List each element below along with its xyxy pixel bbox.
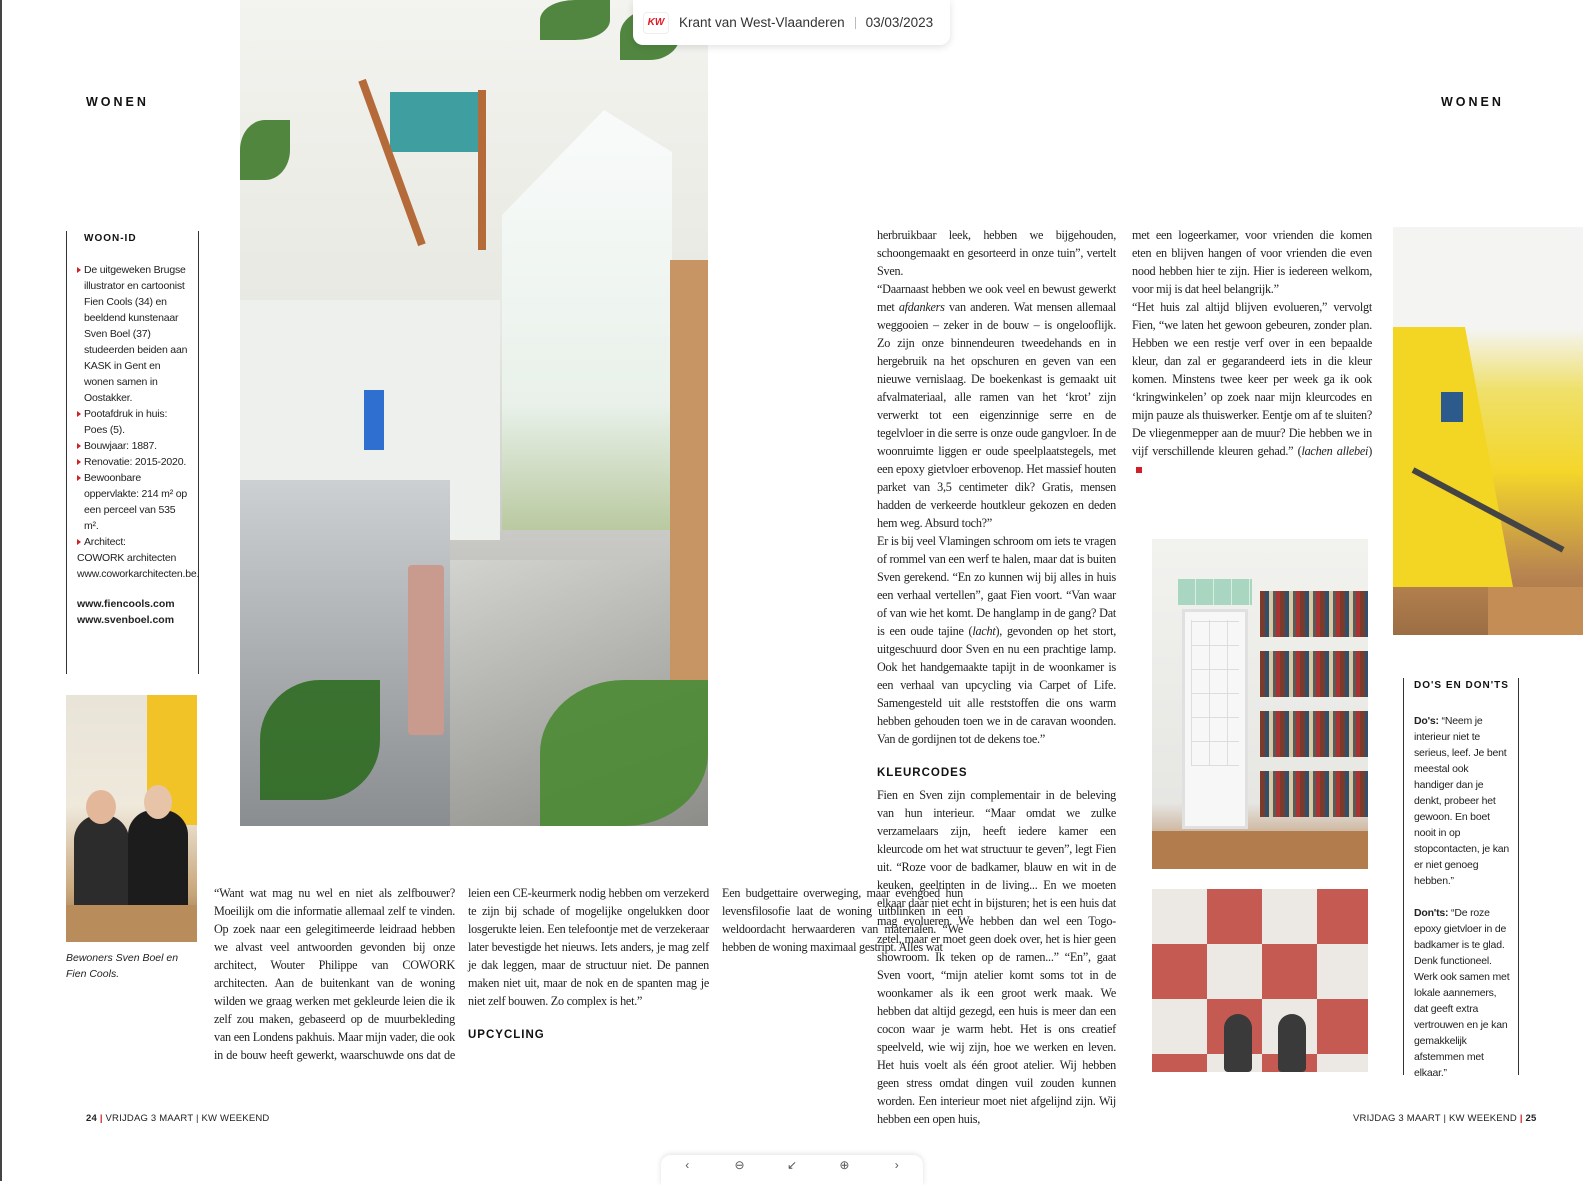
staircase-photo bbox=[1393, 227, 1583, 635]
article-text-right-col1 bbox=[877, 226, 1116, 1126]
zoom-out-icon[interactable]: ⊖ bbox=[734, 1158, 745, 1172]
article-text-right-col2 bbox=[1132, 226, 1372, 476]
list-item: Pootafdruk in huis: Poes (5). bbox=[77, 406, 188, 438]
page-edge bbox=[0, 0, 2, 1181]
page-number: 24 bbox=[86, 1113, 97, 1124]
publication-name: Krant van West-Vlaanderen bbox=[679, 15, 845, 30]
dos-donts-box bbox=[1403, 678, 1519, 1079]
bullet-icon bbox=[77, 459, 81, 465]
bullet-icon bbox=[77, 443, 81, 449]
paragraph: herbruikbaar leek, hebben we bijgehouden, schoongemaakt en gesorteerd in onze tuin”, vertelt Sven. bbox=[877, 228, 1116, 278]
paragraph: “Want wat mag nu wel en niet als zelfbouwer? Moeilijk om die informatie allemaal zelf te vinden. Op zoek naar een gelegitimeerde leidraad hebben we alvast veel antwoorden gevonden bij onze architect, Wouter Philippe van COWORK architecten. Aan de buitenkant van de woning wilden we graag werken met gekleurde leien die ik zelf zou maken, gebaseerd op de muurbekleding van een Londens pakhuis. Maar mijn vader, die ook in de bouw heeft gewerkt, waarschuwde ons dat de leien een CE-keurmerk nodig hebben om verzekerd te zijn bij schade of mogelijke ongelukken door losgerukte leien. Een telefoontje met de verzekeraar later bevestigde het nieuws. Iets anders, je mag zelf je dak leggen, maar de structuur niet. De pannen maken niet uit, maar de nok en de spanten mag je niet zelf bouwen. Zo complex is het.” bbox=[214, 886, 709, 1062]
page-footer-right: VRIJDAG 3 MAART | KW WEEKEND | 25 bbox=[1353, 1113, 1537, 1124]
paragraph: Fien en Sven zijn complementair in de beleving van hun interieur. “Maar omdat we zulke verzamelaars zijn, heeft iedere kamer een kleurcode om het wat structuur te geven”, legt Fien uit. “Roze voor de badkamer, blauw en wit in de keuken, geeltinten in de living... En we moeten elkaar daar niet echt in bijsturen; het is een huis dat mag evolueren. We hebben dan wel een Togo-zetel, maar er moet geen doek over, het is hier geen showroom. Ik teken op de ramen...” “En”, gaat Sven voort, “mijn atelier komt soms tot in de woonkamer als ik een groot werk maak. We hebben dat altijd gezegd, een huis is meer dan een cocon waar je warm hebt. Het is ons creatief speelveld, wie wij zijn, hoe we werken en leven. Het huis voelt als één groot atelier. Wij hebben geen stress omdat dingen vuil zouden kunnen worden. Een interieur moet niet afgelijnd zijn. Wij hebben een open huis, bbox=[877, 788, 1116, 1126]
bullet-icon bbox=[77, 539, 81, 545]
list-item: Bewoonbare oppervlakte: 214 m² op een perceel van 535 m². bbox=[77, 470, 188, 534]
subheading-kleurcodes: KLEURCODES bbox=[877, 767, 968, 779]
paragraph: “Daarnaast hebben we ook veel en bewust gewerkt met afdankers van anderen. Wat mensen allemaal weggooien – zeker in de bouw – is ongelooflijk. Zo zijn onze binnendeuren tweedehands en in hergebruik na het opschuren en geven van een nieuwe vernislaag. De boekenkast is gemaakt uit afvalmateriaal, alle ramen van het ‘krot’ zijn verwerkt tot een eigenzinnige serre en de tegelvloer in die serre is onze oude gangvloer. In de woonruimte liggen er oude speelplaatstegels, met een epoxy gietvloer erbovenop. Het massief houten parket van 3,5 centimeter dik? Gratis, mensen hadden de verkeerde houtkleur gekozen en deden hem weg. Absurd toch?” bbox=[877, 282, 1116, 530]
zoom-in-icon[interactable]: ⊕ bbox=[839, 1158, 850, 1172]
section-label-right: WONEN bbox=[1441, 95, 1504, 109]
photo-caption: Bewoners Sven Boel en Fien Cools. bbox=[66, 952, 179, 980]
list-item: Bouwjaar: 1887. bbox=[77, 438, 188, 454]
footer-text: VRIJDAG 3 MAART | KW WEEKEND bbox=[1353, 1113, 1517, 1124]
edition-date: 03/03/2023 bbox=[865, 15, 934, 30]
fit-page-icon[interactable]: ↙ bbox=[786, 1158, 797, 1172]
residents-photo bbox=[66, 695, 197, 942]
kitchen-photo bbox=[240, 0, 708, 826]
next-page-icon[interactable]: › bbox=[894, 1158, 899, 1172]
bullet-icon bbox=[77, 411, 81, 417]
kw-logo[interactable]: KW bbox=[643, 12, 669, 34]
woon-id-title: WOON-ID bbox=[84, 233, 137, 244]
dos-text: Do's: “Neem je interieur niet te serieus, leef. Je bent meestal ook handiger dan je denkt, probeer het gewoon. En boet nooit in op stopcontacten, je kan er niet genoeg hebben.” bbox=[1414, 715, 1510, 887]
page-footer-left: 24 | VRIJDAG 3 MAART | KW WEEKEND bbox=[86, 1113, 270, 1124]
viewer-header bbox=[633, 0, 950, 45]
footer-text: VRIJDAG 3 MAART | KW WEEKEND bbox=[105, 1113, 270, 1124]
bookcase-photo bbox=[1152, 539, 1368, 869]
paragraph: Een budgettaire overweging, maar evengoed hun levensfilosofie laat de woning uitblinken in een weldoordacht herwaarderen van materialen. “We hebben de woning maximaal gestript. Alles wat bbox=[722, 886, 963, 954]
end-mark-icon bbox=[1136, 467, 1142, 473]
bullet-icon bbox=[77, 475, 81, 481]
prev-page-icon[interactable]: ‹ bbox=[685, 1158, 690, 1172]
bullet-icon bbox=[77, 267, 81, 273]
woon-id-box bbox=[66, 231, 199, 674]
article-text-left bbox=[214, 884, 963, 1080]
list-item: De uitgeweken Brugse illustrator en cartoonist Fien Cools (34) en beeldend kunstenaar Sven Boel (37) studeerden beiden aan KASK in Gent en wonen samen in Oostakker. bbox=[77, 262, 188, 406]
woon-id-list bbox=[77, 262, 188, 550]
url-sven[interactable]: www.svenboel.com bbox=[77, 614, 175, 626]
paragraph: Er is bij veel Vlamingen schroom om iets te vragen of rommel van een werf te halen, maar dat is buiten Sven gerekend. “En zo kunnen wij bij alles in huis een verhaal vertellen”, gaat Fien voort. “Van waar of van wie het komt. De hanglamp in de gang? Dat is een oude tajine (lacht), gevonden op het stort, uitgeschuurd door Sven en nu een prachtige lamp. Ook het handgemaakte tapijt in de woonkamer is een verhaal van upcycling via Carpet of Life. Samengesteld uit alle reststoffen die ons warm hebben gehouden toen we in de caravan woonden. Van de gordijnen tot de dekens toe.” bbox=[877, 534, 1116, 746]
donts-text: Don'ts: “De roze epoxy gietvloer in de badkamer is te glad. Denk functioneel. Werk ook samen met lokale aannemers, dat geeft extra vertrouwen en je kan gemakkelijk afstemmen met elkaar.” bbox=[1414, 907, 1510, 1079]
floor-tiles-photo bbox=[1152, 889, 1368, 1072]
subheading-upcycling: UPCYCLING bbox=[468, 1029, 545, 1041]
dos-donts-title: DO'S EN DON'TS bbox=[1414, 680, 1509, 691]
list-item: Renovatie: 2015-2020. bbox=[77, 454, 188, 470]
page-number: 25 bbox=[1525, 1113, 1537, 1124]
viewer-controls bbox=[661, 1155, 923, 1185]
url-fien[interactable]: www.fiencools.com bbox=[77, 598, 175, 610]
list-item: Architect: bbox=[77, 534, 188, 550]
paragraph: “Het huis zal altijd blijven evolueren,” vervolgt Fien, “we laten het gewoon gebeuren, zonder plan. Hebben we een restje verf over in een bepaalde kleur, dan zal er gegarandeerd iets in die kleur komen. Minstens twee keer per week ga ik ook ‘kringwinkelen’ op zoek naar mijn kleurcodes en mijn pauze als thuiswerker. Eentje om af te sluiten? De vliegenmepper aan de muur? Die hebben we in vijf verschillende kleuren gehad.” (lachen allebei) bbox=[1132, 298, 1372, 478]
paragraph: met een logeerkamer, voor vrienden die komen eten en blijven hangen of voor vrienden die even nood hebben hier te zijn. Hier is iedereen welkom, voor mij is dat heel belangrijk.” bbox=[1132, 228, 1372, 296]
divider bbox=[855, 17, 856, 29]
architect-info: COWORK architecten www.coworkarchitecten.be. bbox=[77, 552, 200, 580]
section-label-left: WONEN bbox=[86, 95, 149, 109]
